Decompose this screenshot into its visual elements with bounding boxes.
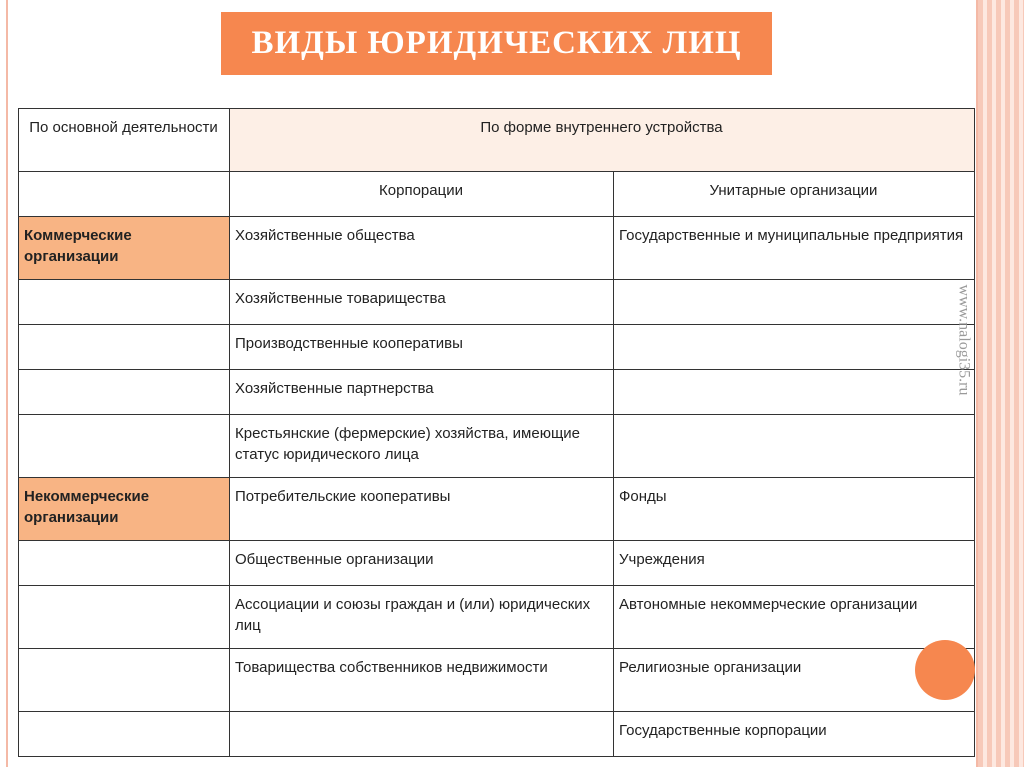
category-cell (19, 280, 230, 325)
header-internal-structure: По форме внутреннего устройства (230, 109, 975, 172)
site-watermark (947, 270, 979, 410)
table-header-row (19, 109, 975, 172)
unitary-cell (614, 415, 975, 478)
corporation-cell: Крестьянские (фермерские) хозяйства, имеющие статус юридического лица (230, 415, 614, 478)
corporation-cell: Потребительские кооперативы (230, 478, 614, 541)
unitary-cell (614, 370, 975, 415)
subheader-unitary: Унитарные организации (614, 172, 975, 217)
legal-entities-table (18, 108, 975, 757)
category-cell (19, 712, 230, 757)
corporation-cell: Хозяйственные партнерства (230, 370, 614, 415)
slide-title (221, 12, 772, 75)
table-row (19, 280, 975, 325)
corporation-cell: Ассоциации и союзы граждан и (или) юридических лиц (230, 586, 614, 649)
table-row (19, 325, 975, 370)
corporation-cell: Производственные кооперативы (230, 325, 614, 370)
subheader-empty (19, 172, 230, 217)
corporation-cell: Хозяйственные товарищества (230, 280, 614, 325)
table-row (19, 217, 975, 280)
table-subheader-row (19, 172, 975, 217)
table-row (19, 370, 975, 415)
unitary-cell: Фонды (614, 478, 975, 541)
category-cell (19, 415, 230, 478)
table-row (19, 541, 975, 586)
site-watermark-text: www.nalogi35.ru (955, 284, 973, 396)
unitary-cell: Религиозные организации (614, 649, 975, 712)
unitary-cell (614, 280, 975, 325)
category-cell (19, 370, 230, 415)
category-cell: Некоммерческие организации (19, 478, 230, 541)
header-main-activity: По основной деятельности (19, 109, 230, 172)
category-cell: Коммерческие организации (19, 217, 230, 280)
unitary-cell: Государственные и муниципальные предприятия (614, 217, 975, 280)
corporation-cell (230, 712, 614, 757)
category-cell (19, 586, 230, 649)
decorative-circle (915, 640, 975, 700)
corporation-cell: Хозяйственные общества (230, 217, 614, 280)
corporation-cell: Товарищества собственников недвижимости (230, 649, 614, 712)
decorative-stripes (978, 0, 1024, 767)
table-row (19, 586, 975, 649)
category-cell (19, 649, 230, 712)
unitary-cell (614, 325, 975, 370)
unitary-cell: Государственные корпорации (614, 712, 975, 757)
category-cell (19, 541, 230, 586)
subheader-corporations: Корпорации (230, 172, 614, 217)
table-row (19, 649, 975, 712)
table-row (19, 478, 975, 541)
corporation-cell: Общественные организации (230, 541, 614, 586)
category-cell (19, 325, 230, 370)
table-row (19, 415, 975, 478)
unitary-cell: Учреждения (614, 541, 975, 586)
table-row (19, 712, 975, 757)
unitary-cell: Автономные некоммерческие организации (614, 586, 975, 649)
slide-title-text: ВИДЫ ЮРИДИЧЕСКИХ ЛИЦ (251, 25, 742, 61)
